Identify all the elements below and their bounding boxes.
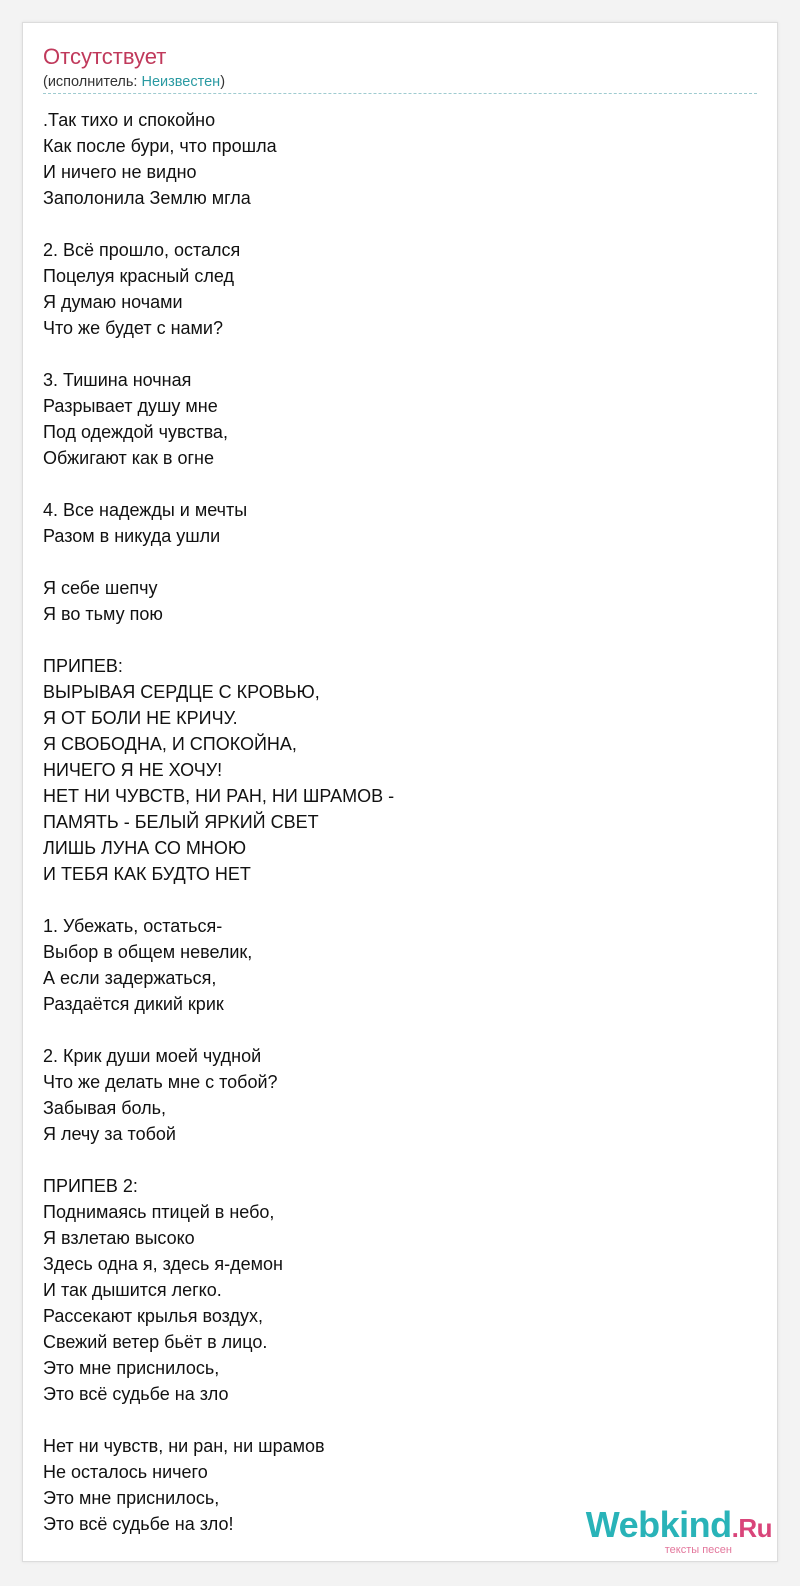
artist-suffix: ) <box>220 74 226 90</box>
song-title: Отсутствует <box>43 44 167 69</box>
logo-tagline: тексты песен <box>664 1544 732 1556</box>
lyrics-text: .Так тихо и спокойно Как после бури, что прошла И ничего не видно Заполонила Землю мгла 2. Всё прошло, остался Поцелуя красный след Я думаю ночами Что же будет с нами? 3. Тишина ночная Разрывает душу мне Под одеждой чувства, Обжигают как в огне 4. Все надежды и мечты Разом в никуда ушли Я себе шепчу Я во тьму пою ПРИПЕВ: ВЫРЫВАЯ СЕРДЦЕ С КРОВЬЮ, Я ОТ БОЛИ НЕ КРИЧУ. Я СВОБОДНА, И СПОКОЙНА, НИЧЕГО Я НЕ ХОЧУ! НЕТ НИ ЧУВСТВ, НИ РАН, НИ ШРАМОВ - ПАМЯТЬ - БЕЛЫЙ ЯРКИЙ СВЕТ ЛИШЬ ЛУНА СО МНОЮ И ТЕБЯ КАК БУДТО НЕТ 1. Убежать, остаться- Выбор в общем невелик, А если задержаться, Раздаётся дикий крик 2. Крик души моей чудной Что же делать мне с тобой? Забывая боль, Я лечу за тобой ПРИПЕВ 2: Поднимаясь птицей в небо, Я взлетаю высоко Здесь одна я, здесь я-демон И так дышится легко. Рассекают крылья воздух, Свежий ветер бьёт в лицо. Это мне приснилось, Это всё судьбе на зло Нет ни чувств, ни ран, ни шрамов Не осталось ничего Это мне приснилось, Это всё судьбе на зло! <box>43 110 395 1534</box>
artist-link[interactable]: Неизвестен <box>141 74 221 90</box>
logo-brand: Webkind <box>585 1504 732 1545</box>
lyrics-card <box>22 22 778 1562</box>
dashed-divider <box>43 93 757 94</box>
logo-wordmark <box>585 1504 772 1546</box>
webkind-logo <box>585 1504 772 1556</box>
logo-tld: .Ru <box>731 1513 772 1543</box>
artist-prefix: (исполнитель: <box>43 74 142 90</box>
artist-line <box>43 73 225 91</box>
